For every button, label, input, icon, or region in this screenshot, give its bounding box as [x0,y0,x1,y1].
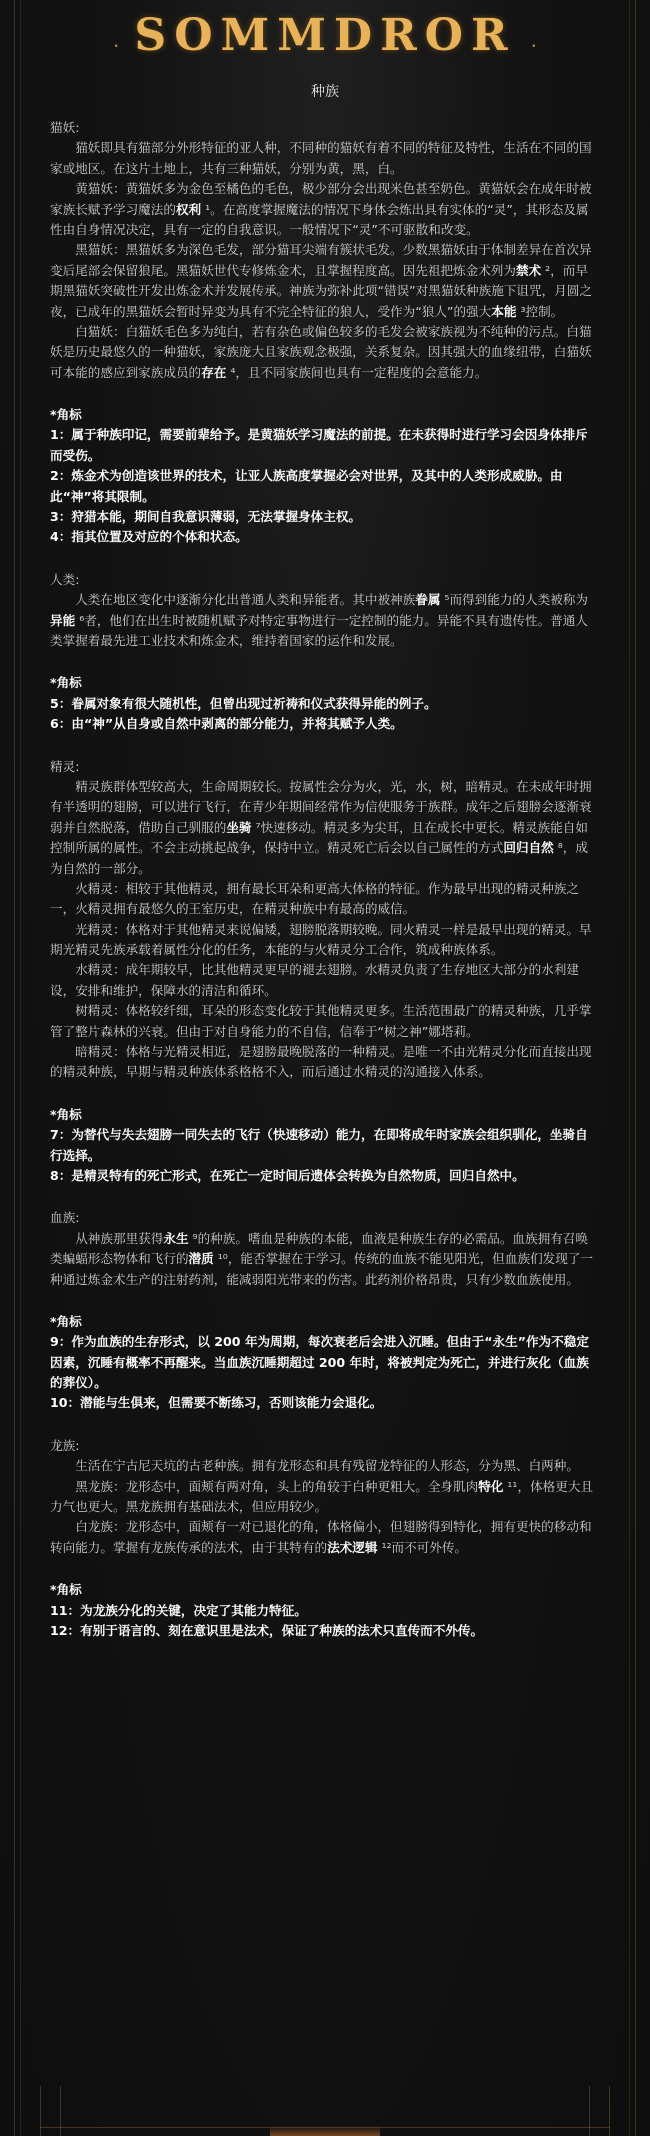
note-item: 11：为龙族分化的关键，决定了其能力特征。 [50,1602,307,1618]
paragraph: 光精灵：体格对于其他精灵来说偏矮，翅膀脱落期较晚。同火精灵一样是最早出现的精灵。早期光精灵先族承载着属性分化的任务，本能的与火精灵分工合作，筑成种族体系。 [50,921,592,958]
frame-line [635,0,636,2136]
paragraph: 暗精灵：体格与光精灵相近，是翅膀最晚脱落的一种精灵。是唯一不由光精灵分化而直接出现的精灵种族，早期与精灵种族体系格格不入，而后通过水精灵的沟通接入体系。 [50,1044,592,1080]
note-item: 4：指其位置及对应的个体和状态。 [50,529,248,545]
page-title: 种族 [311,84,339,100]
note-item: 12：有别于语言的、刻在意识里是法术，保证了种族的法术只直传而不外传。 [50,1623,484,1638]
paragraph: 从神族那里获得永生 ⁹的种族。嗜血是种族的本能，血液是种族生存的必需品。血族拥有召唤类蝙蝠形态物体和飞行的潜质 ¹⁰，能否掌握在于学习。传统的血族不能见阳光，但血族们发现了一种通过炼金术生产的注射药剂，能减弱阳光带来的伤害。此药剂价格昂贵，只有少数血族使用。 [50,1230,594,1287]
footer-decoration [0,2076,650,2136]
paragraph: 树精灵：体格较纤细，耳朵的形态变化较于其他精灵更多。生活范围最广的精灵种族，几乎掌管了整片森林的兴衰。但由于对自身能力的不自信，信奉于“树之神”娜塔莉。 [50,1003,592,1039]
paragraph: 黑龙族：龙形态中，面颊有两对角，头上的角较于白种更粗大。全身肌肉特化 ¹¹，体格更大且力气也更大。黑龙族拥有基础法术，但应用较少。 [50,1478,594,1515]
paragraph: 白猫妖：白猫妖毛色多为纯白，若有杂色或偏色较多的毛发会被家族视为不纯种的污点。白猫妖是历史最悠久的一种猫妖，家族庞大且家族观念极强，关系复杂。因其强大的血缘纽带，白猫妖可本能的感应到家族成员的存在 ⁴，且不同家族间也具有一定程度的会意能力。 [50,323,592,380]
frame-line [14,0,15,2136]
frame-line [629,0,630,2136]
header [0,0,650,122]
note-title: *角标 [50,1313,82,1329]
ornament-icon: · [112,33,120,58]
paragraph: 白龙族：龙形态中，面颊有一对已退化的角，体格偏小，但翅膀得到特化，拥有更快的移动和转向能力。掌握有龙族传承的法术，由于其特有的法术逻辑 ¹²而不可外传。 [50,1519,592,1555]
section-heading-elf: 精灵: [50,758,80,774]
note-item: 3：狩猎本能，期间自我意识薄弱，无法掌握身体主权。 [50,509,362,525]
note-item: 7：为替代与失去翅膀一同失去的飞行（快速移动）能力，在即将成年时家族会组织驯化，坐骑自行选择。 [50,1127,588,1163]
note-title: *角标 [50,407,82,423]
paragraph: 火精灵：相较于其他精灵，拥有最长耳朵和更高大体格的特征。作为最早出现的精灵种族之一，火精灵拥有最悠久的王室历史，在精灵种族中有最高的威信。 [50,880,579,917]
section-heading-cat: 猫妖: [50,120,80,135]
ornament-icon: · [530,33,538,58]
note-item: 8：是精灵特有的死亡形式，在死亡一定时间后遗体会转换为自然物质，回归自然中。 [50,1167,525,1183]
note-title: *角标 [50,675,82,691]
note-item: 9：作为血族的生存形式，以 200 年为周期，每次衰老后会进入沉睡。但由于“永生”作为不稳定因素，沉睡有概率不再醒来。当血族沉睡期超过 200 年时，将被判定为死亡，并进行灰化（血族的葬仪）。 [50,1334,589,1391]
paragraph: 精灵族群体型较高大，生命周期较长。按属性会分为火，光，水，树，暗精灵。在未成年时拥有半透明的翅膀，可以进行飞行，在青少年期间经常作为信使服务于族群。成年之后翅膀会逐渐衰弱并自然脱落，借助自己驯服的坐骑 ⁷快速移动。精灵多为尖耳，且在成长中更长。精灵族能自如控制所属的属性。不会主动挑起战争，保持中立。精灵死亡后会以自己属性的方式回归自然 ⁸，成为自然的一部分。 [50,778,592,876]
paragraph: 黑猫妖：黑猫妖多为深色毛发，部分猫耳尖端有簇状毛发。少数黑猫妖由于体制差异在首次异变后尾部会保留狼尾。黑猫妖世代专修炼金术，且掌握程度高。因先祖把炼金术列为禁术 ²，而早期黑猫妖突破性开发出炼金术并发展传承。神族为弥补此项“错误”对黑猫妖种族施下诅咒，月圆之夜，已成年的黑猫妖会暂时异变为具有不完全特征的狼人，受作为“狼人”的强大本能 ³控制。 [50,242,592,319]
section-heading-dragon: 龙族: [50,1437,80,1453]
section-heading-blood: 血族: [50,1210,80,1226]
note-item: 6：由“神”从自身或自然中剥离的部分能力，并将其赋予人类。 [50,716,403,732]
note-item: 2：炼金术为创造该世界的技术，让亚人族高度掌握必会对世界，及其中的人类形成威胁。由此“神”将其限制。 [50,468,563,504]
note-item: 5：眷属对象有很大随机性，但曾出现过祈祷和仪式获得异能的例子。 [50,695,437,711]
paragraph: 黄猫妖：黄猫妖多为金色至橘色的毛色，极少部分会出现米色甚至奶色。黄猫妖会在成年时被家族长赋予学习魔法的权利 ¹。在高度掌握魔法的情况下身体会炼出具有实体的“灵”，其形态及属性由自身情况决定，具有一定的自我意识。一般情况下“灵”不可驱散和改变。 [50,181,592,237]
section-heading-human: 人类: [50,571,80,587]
logo [0,10,650,61]
note-item: 10：潜能与生俱来，但需要不断练习，否则该能力会退化。 [50,1395,383,1411]
note-title: *角标 [50,1106,82,1122]
paragraph: 生活在宁古尼天坑的古老种族。拥有龙形态和具有残留龙特征的人形态，分为黑、白两种。 [75,1458,579,1474]
note-title: *角标 [50,1582,82,1598]
document-body [50,118,600,1641]
logo-text: SOMMDROR [134,10,516,61]
paragraph: 水精灵：成年期较早，比其他精灵更早的褪去翅膀。水精灵负责了生存地区大部分的水利建设，安排和维护，保障水的清洁和循环。 [50,962,579,998]
paragraph: 人类在地区变化中逐渐分化出普通人类和异能者。其中被神族眷属 ⁵而得到能力的人类被称为异能 ⁶者，他们在出生时被随机赋予对特定事物进行一定控制的能力。异能不具有遗传性。普通人类掌握着最先进工业技术和炼金术，维持着国家的运作和发展。 [50,592,588,648]
paragraph: 猫妖即具有猫部分外形特征的亚人种，不同种的猫妖有着不同的特征及特性，生活在不同的国家或地区。在这片土地上，共有三种猫妖，分别为黄，黑，白。 [50,140,592,176]
frame-line [20,0,21,2136]
note-item: 1：属于种族印记，需要前辈给予。是黄猫妖学习魔法的前提。在未获得时进行学习会因身体排斥而受伤。 [50,427,588,463]
